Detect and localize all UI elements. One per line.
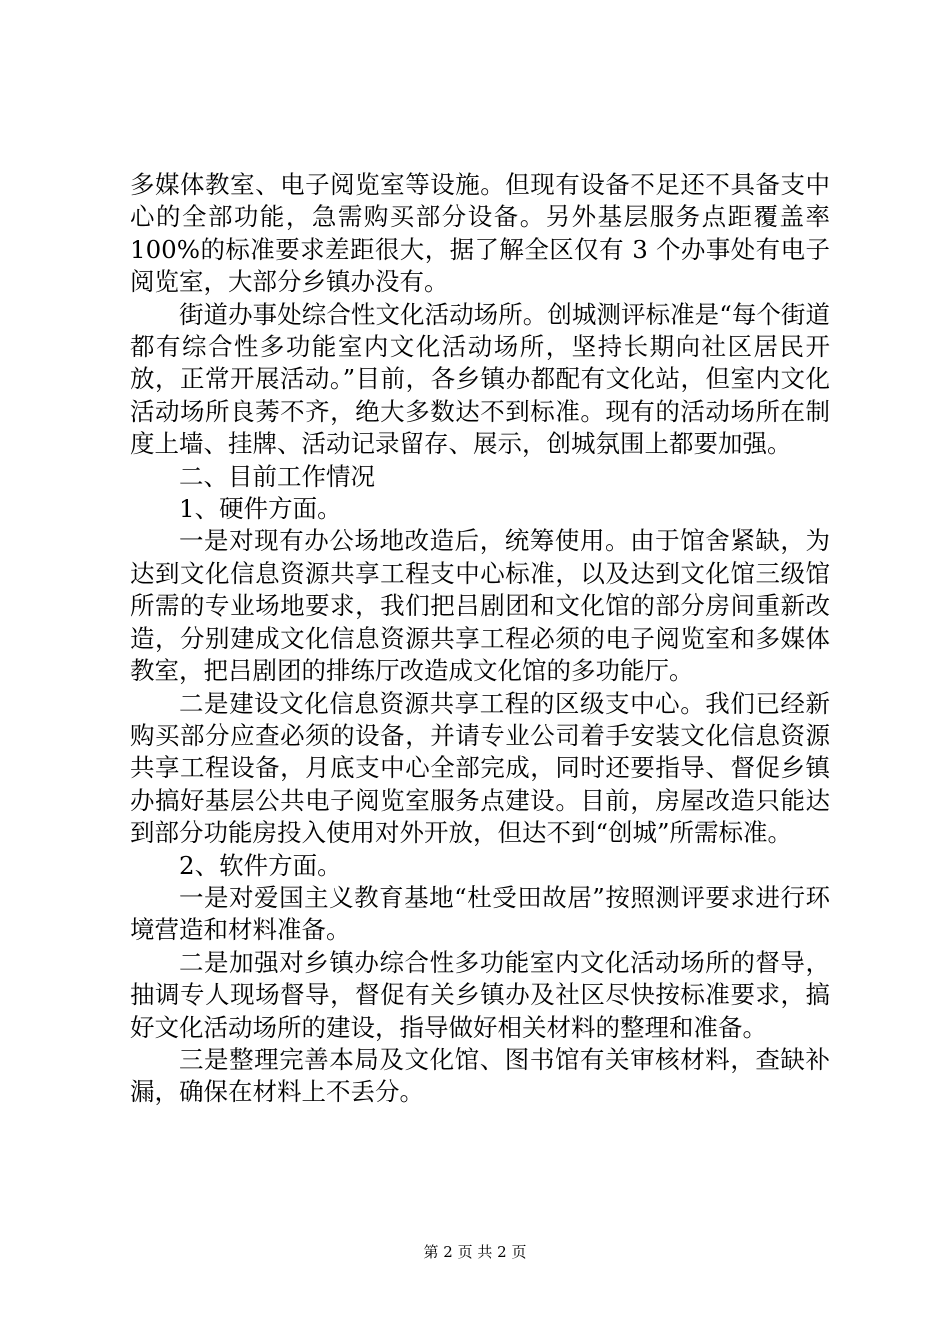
paragraph-2: 街道办事处综合性文化活动场所。创城测评标准是“每个街道都有综合性多功能室内文化活动场所，坚持长期向社区居民开放，正常开展活动。”目前，各乡镇办都配有文化站，但室内文化活动场所良莠不齐，绝大多数达不到标准。现有的活动场所在制度上墙、挂牌、活动记录留存、展示，创城氛围上都要加强。 xyxy=(130,299,830,459)
paragraph-hardware-1: 一是对现有办公场地改造后，统筹使用。由于馆舍紧缺，为达到文化信息资源共享工程支中心标准，以及达到文化馆三级馆所需的专业场地要求，我们把吕剧团和文化馆的部分房间重新改造，分别建成文化信息资源共享工程必须的电子阅览室和多媒体教室，把吕剧团的排练厅改造成文化馆的多功能厅。 xyxy=(130,526,830,686)
page-footer xyxy=(0,1242,950,1262)
document-body xyxy=(130,169,830,1109)
paragraph-software-3: 三是整理完善本局及文化馆、图书馆有关审核材料，查缺补漏，确保在材料上不丢分。 xyxy=(130,1044,830,1107)
paragraph-hardware-2: 二是建设文化信息资源共享工程的区级支中心。我们已经新购买部分应查必须的设备，并请专业公司着手安装文化信息资源共享工程设备，月底支中心全部完成，同时还要指导、督促乡镇办搞好基层公共电子阅览室服务点建设。目前，房屋改造只能达到部分功能房投入使用对外开放，但达不到“创城”所需标准。 xyxy=(130,688,830,848)
subheading-software: 2、软件方面。 xyxy=(179,850,342,880)
paragraph-1: 多媒体教室、电子阅览室等设施。但现有设备不足还不具备支中心的全部功能，急需购买部分设备。另外基层服务点距覆盖率 100%的标准要求差距很大，据了解全区仅有 3 个办事处有电子阅览室，大部分乡镇办没有。 xyxy=(130,170,830,297)
section-heading-current-work: 二、目前工作情况 xyxy=(179,461,375,491)
page-number-label: 第 2 页 共 2 页 xyxy=(423,1243,527,1261)
paragraph-software-1: 一是对爱国主义教育基地“杜受田故居”按照测评要求进行环境营造和材料准备。 xyxy=(130,882,830,945)
subheading-hardware: 1、硬件方面。 xyxy=(179,494,342,524)
paragraph-software-2: 二是加强对乡镇办综合性多功能室内文化活动场所的督导，抽调专人现场督导，督促有关乡镇办及社区尽快按标准要求，搞好文化活动场所的建设，指导做好相关材料的整理和准备。 xyxy=(130,947,830,1042)
